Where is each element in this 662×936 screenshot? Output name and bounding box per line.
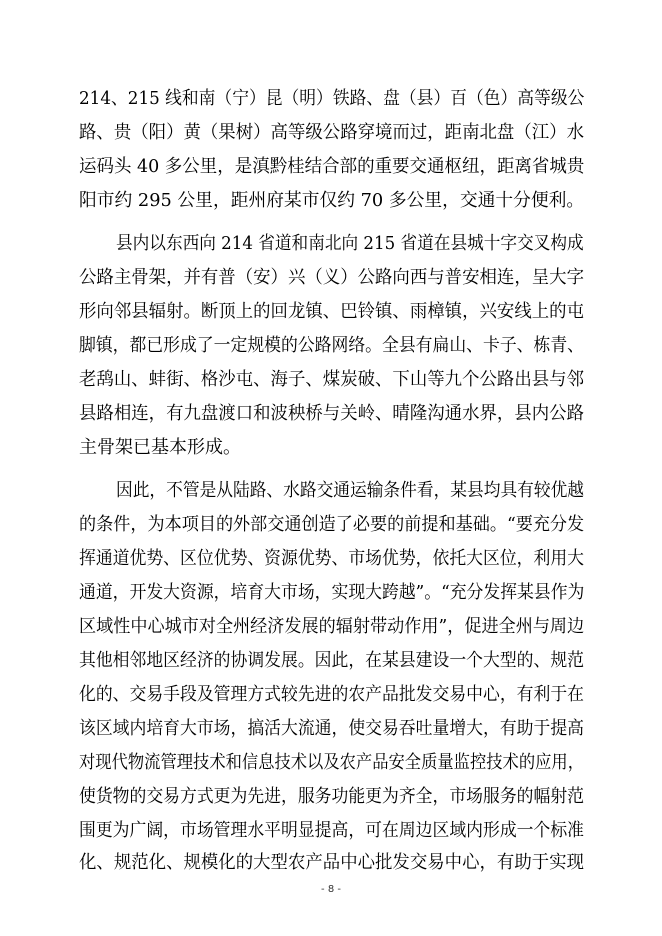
paragraph-3-line-10: 使货物的交易方式更为先进，服务功能更为齐全，市场服务的幅射范 [79, 786, 585, 807]
paragraph-3-line-1: 因此，不管是从陆路、水路交通运输条件看，某县均具有较优越 [116, 480, 585, 501]
paragraph-1-line-4: 阳市约 295 公里，距州府某市仅约 70 多公里，交通十分便利。 [79, 190, 585, 211]
page-number: - 8 - [321, 884, 341, 895]
paragraph-2-line-2: 公路主骨架，并有普（安）兴（义）公路向西与普安相连，呈大字 [79, 267, 584, 288]
paragraph-3-line-5: 区域性中心城市对全州经济发展的辐射带动作用”，促进全州与周边 [79, 616, 585, 637]
paragraph-3-line-6: 其他相邻地区经济的协调发展。因此，在某县建设一个大型的、规范 [79, 650, 585, 671]
paragraph-3-line-7: 化的、交易手段及管理方式较先进的农产品批发交易中心，有利于在 [79, 684, 585, 705]
paragraph-2-line-7: 主骨架已基本形成。 [79, 437, 241, 458]
paragraph-2-line-1: 县内以东西向 214 省道和南北向 215 省道在县城十字交叉构成 [116, 233, 584, 254]
paragraph-2-line-5: 老鸹山、蚌街、格沙屯、海子、煤炭破、下山等九个公路出县与邻 [79, 369, 584, 390]
paragraph-2-line-3: 形向邻县辐射。断顶上的回龙镇、巴铃镇、雨樟镇，兴安线上的屯 [79, 301, 584, 322]
paragraph-1-line-1: 214、215 线和南（宁）昆（明）铁路、盘（县）百（色）高等级公 [79, 88, 585, 109]
paragraph-2-line-6: 县路相连，有九盘渡口和波秧桥与关岭、晴隆沟通水界，县内公路 [79, 403, 584, 424]
paragraph-3-line-3: 挥通道优势、区位优势、资源优势、市场优势，依托大区位，利用大 [79, 548, 585, 569]
paragraph-3-line-11: 围更为广阔，市场管理水平明显提高，可在周边区域内形成一个标准 [79, 820, 585, 841]
paragraph-3-line-9: 对现代物流管理技术和信息技术以及农产品安全质量监控技术的应用， [79, 752, 584, 773]
paragraph-3-line-2: 的条件，为本项目的外部交通创造了必要的前提和基础。“要充分发 [79, 514, 585, 535]
paragraph-3-line-4: 通道，开发大资源，培育大市场，实现大跨越”。“充分发挥某县作为 [79, 582, 585, 603]
paragraph-3-line-12: 化、规范化、规模化的大型农产品中心批发交易中心，有助于实现 [79, 852, 584, 873]
paragraph-1-line-2: 路、贵（阳）黄（果树）高等级公路穿境而过，距南北盘（江）水 [79, 122, 584, 143]
paragraph-1-line-3: 运码头 40 多公里，是滇黔桂结合部的重要交通枢纽，距离省城贵 [79, 156, 585, 177]
paragraph-2-line-4: 脚镇，都已形成了一定规模的公路网络。全县有扁山、卡子、栋青、 [79, 335, 585, 356]
paragraph-3-line-8: 该区域内培育大市场，搞活大流通，使交易吞吐量增大，有助于提高 [79, 718, 585, 739]
